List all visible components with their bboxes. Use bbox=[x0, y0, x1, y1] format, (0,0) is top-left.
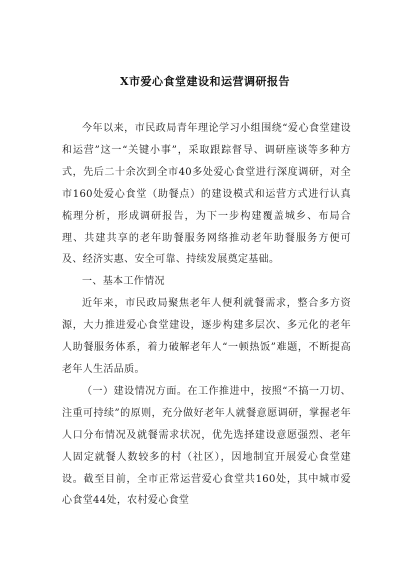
document-body bbox=[62, 118, 351, 512]
intro-paragraph: 今年以来，市民政局青年理论学习小组围绕“爱心食堂建设和运营”这一“关键小事”，采取跟踪督导、调研座谈等多种方式，先后二十余次到全市40多处爱心食堂进行深度调研，对全市160处爱心食堂（助餐点）的建设模式和运营方式进行认真梳理分析，形成调研报告，为下一步构建覆盖城乡、布局合理、共建共享的老年助餐服务网络推动老年助餐服务方便可及、经济实惠、安全可靠、持续发展奠定基础。 bbox=[62, 123, 351, 266]
document-title: X市爱心食堂建设和运营调研报告 bbox=[119, 75, 291, 88]
subsection-paragraph-construction: （一）建设情况方面。在工作推进中，按照“不搞一刀切、注重可持续”的原则，充分做好老年人就餐意愿调研，掌握老年人口分布情况及就餐需求状况，优先选择建设意愿强烈、老年人固定就餐人数较多的村（社区），因地制宜开展爱心食堂建设。截至目前，全市正常运营爱心食堂共160处，其中城市爱心食堂44处，农村爱心食堂 bbox=[62, 385, 351, 507]
section-heading-basic-situation: 一、基本工作情况 bbox=[82, 276, 165, 288]
section-paragraph-overview: 近年来，市民政局聚焦老年人便利就餐需求，整合多方资源，大力推进爱心食堂建设，逐步构建多层次、多元化的老年人助餐服务体系，着力破解老年人“一顿热饭”难题，不断提高老年人生活品质。 bbox=[62, 298, 351, 375]
